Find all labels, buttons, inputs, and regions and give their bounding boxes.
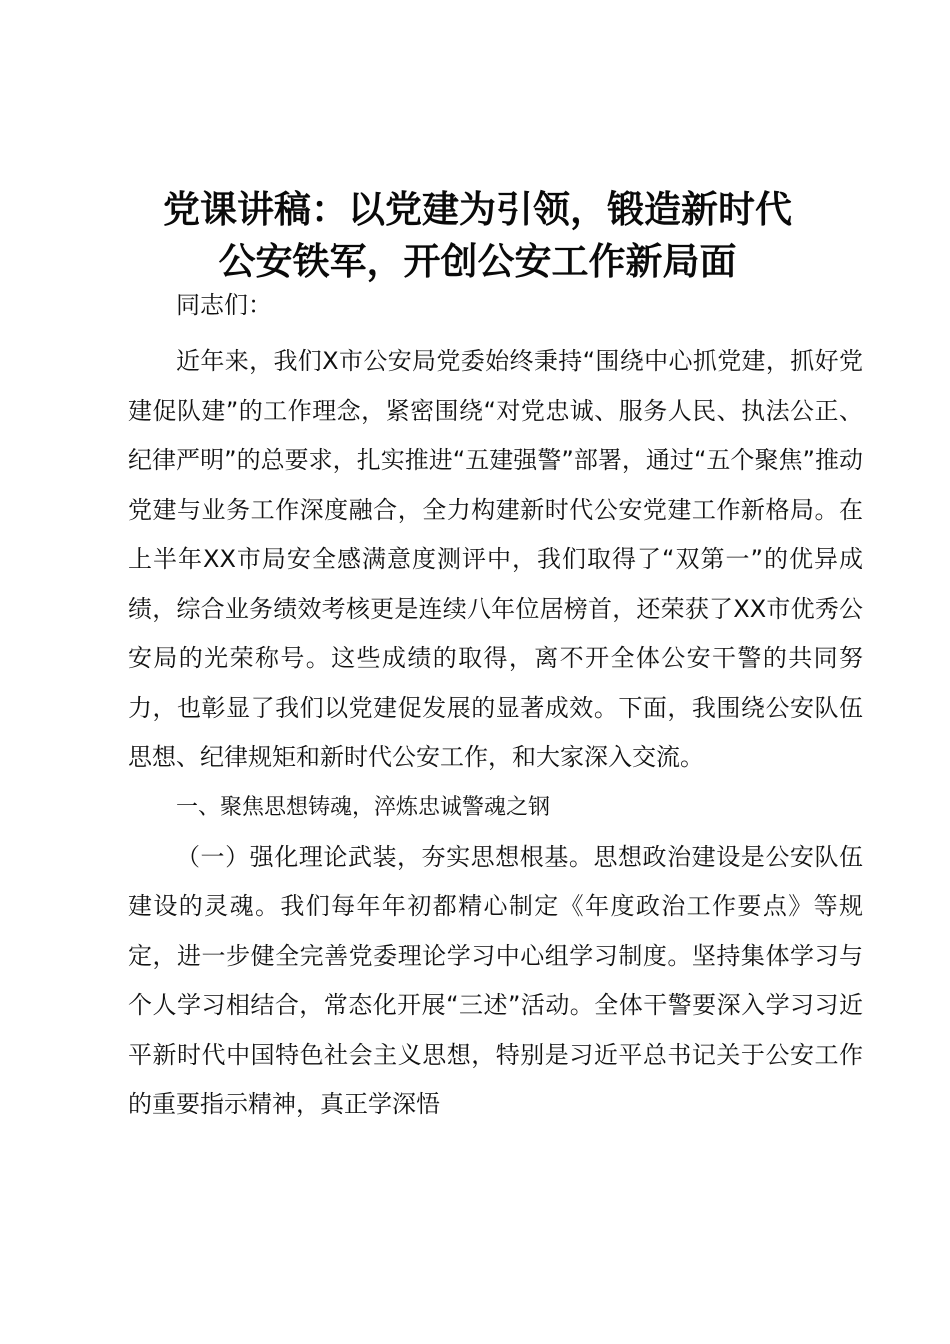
document-title-line-2: 公安铁军，开创公安工作新局面: [218, 240, 737, 283]
document-body: [128, 284, 863, 1130]
document-title: [110, 184, 845, 288]
section-heading-1: 一、聚焦思想铸魂，淬炼忠诚警魂之钢: [176, 794, 551, 820]
paragraph-introduction: 近年来，我们X市公安局党委始终秉持“围绕中心抓党建，抓好党建促队建”的工作理念，紧密围绕“对党忠诚、服务人民、执法公正、纪律严明”的总要求，扎实推进“五建强警”部署，通过“五个聚焦”推动党建与业务工作深度融合，全力构建新时代公安党建工作新格局。在上半年XX市局安全感满意度测评中，我们取得了“双第一”的优异成绩，综合业务绩效考核更是连续八年位居榜首，还荣获了XX市优秀公安局的光荣称号。这些成绩的取得，离不开全体公安干警的共同努力，也彰显了我们以党建促发展的显著成效。下面，我围绕公安队伍思想、纪律规矩和新时代公安工作，和大家深入交流。: [128, 347, 863, 771]
paragraph-theory-study: （一）强化理论武装，夯实思想根基。思想政治建设是公安队伍建设的灵魂。我们每年年初都精心制定《年度政治工作要点》等规定，进一步健全完善党委理论学习中心组学习制度。坚持集体学习与个人学习相结合，常态化开展“三述”活动。全体干警要深入学习习近平新时代中国特色社会主义思想，特别是习近平总书记关于公安工作的重要指示精神，真正学深悟: [128, 842, 863, 1118]
greeting: 同志们：: [176, 291, 272, 319]
document-title-line-1: 党课讲稿：以党建为引领，锻造新时代: [163, 188, 792, 231]
